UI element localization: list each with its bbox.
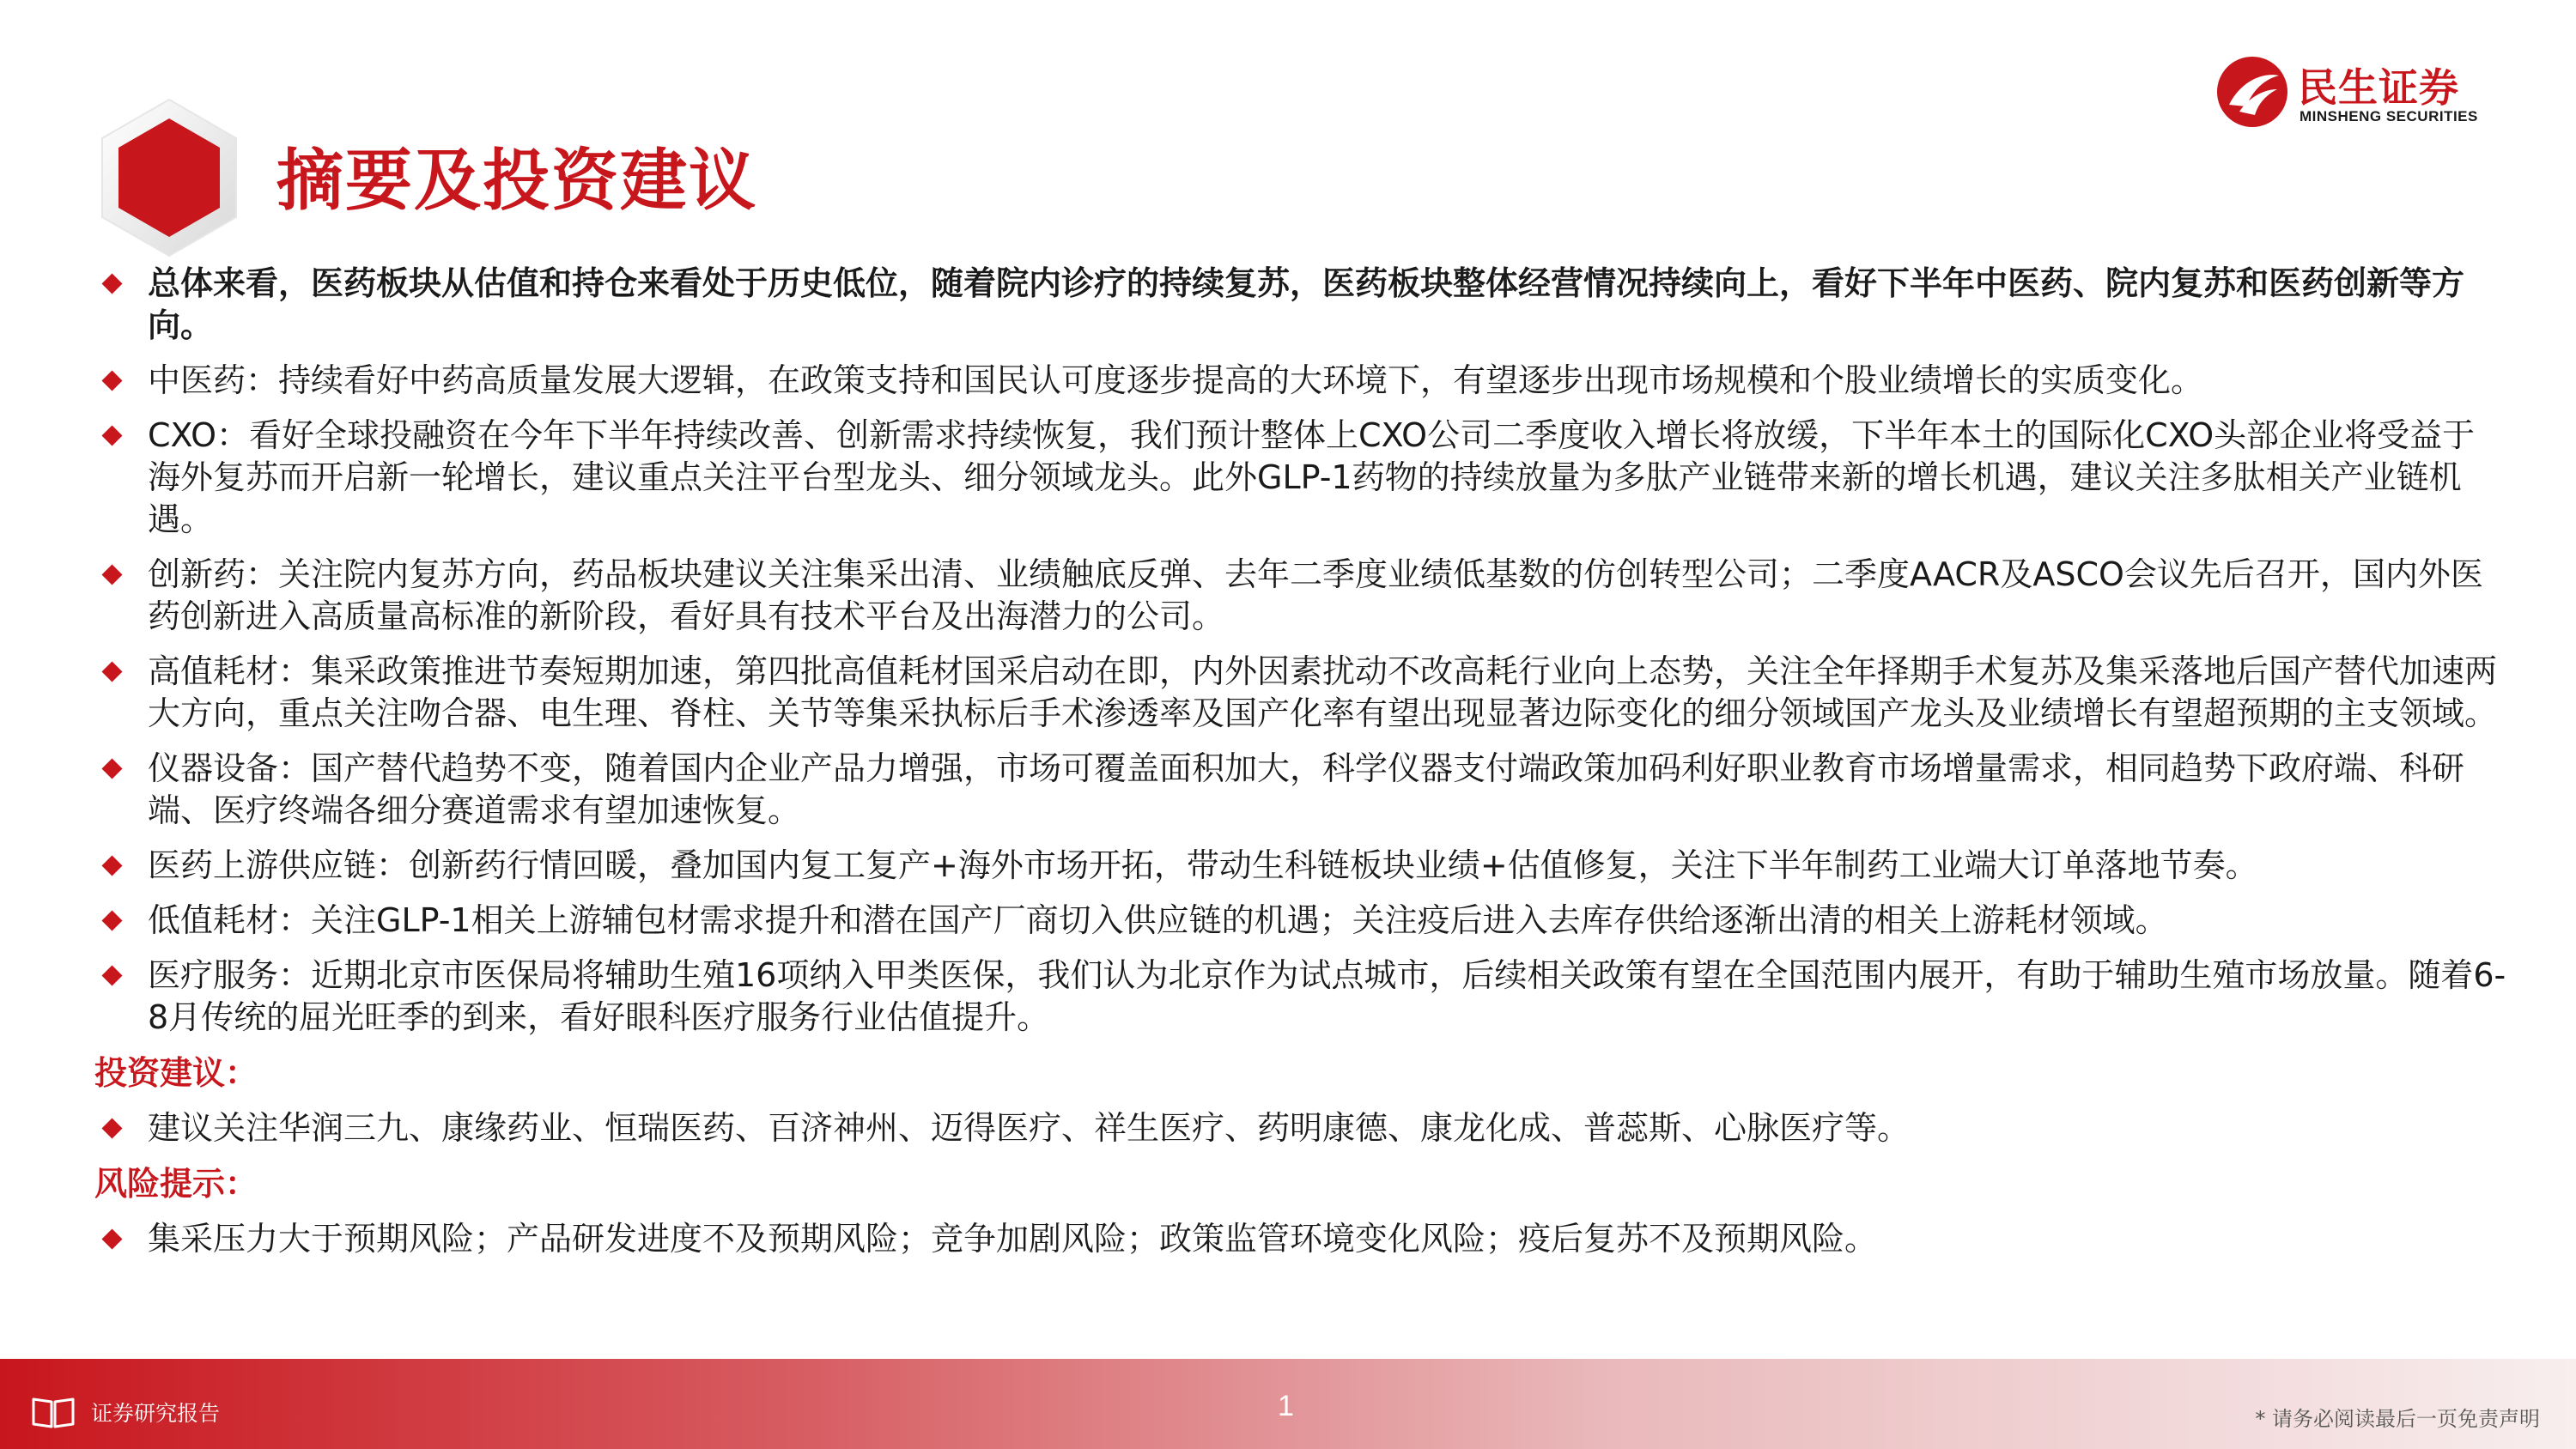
footer-bar [0,1359,2576,1449]
page-title: 摘要及投资建议 [276,142,758,220]
investment-heading: 投资建议： [94,1054,258,1092]
book-icon [31,1395,76,1429]
diamond-bullet-icon [101,661,122,682]
diamond-bullet-icon [101,965,122,985]
diamond-bullet-icon [101,758,122,779]
list-item: 医药上游供应链：创新药行情回暖，叠加国内复工复产+海外市场开拓，带动生科链板块业绩+估值修复，关注下半年制药工业端大订单落地节奏。 [94,845,2507,887]
diamond-bullet-icon [101,1118,122,1138]
diamond-bullet-icon [101,910,122,931]
diamond-bullet-icon [101,425,122,446]
diamond-bullet-icon [101,273,122,294]
brand-name-cn: 民生证券 [2298,64,2459,111]
list-item: 创新药：关注院内复苏方向，药品板块建议关注集采出清、业绩触底反弹、去年二季度业绩低基数的仿创转型公司；二季度AACR及ASCO会议先后召开，国内外医药创新进入高质量高标准的新阶段，看好具有技术平台及出海潜力的公司。 [94,554,2507,638]
page-number: 1 [1278,1390,1294,1422]
list-item: 总体来看，医药板块从估值和持仓来看处于历史低位，随着院内诊疗的持续复苏，医药板块整体经营情况持续向上，看好下半年中医药、院内复苏和医药创新等方向。 [94,263,2507,347]
list-item: 低值耗材：关注GLP-1相关上游辅包材需求提升和潜在国产厂商切入供应链的机遇；关注疫后进入去库存供给逐渐出清的相关上游耗材领域。 [94,900,2507,942]
diamond-bullet-icon [101,370,122,391]
list-item: 高值耗材：集采政策推进节奏短期加速，第四批高值耗材国采启动在即，内外因素扰动不改高耗行业向上态势，关注全年择期手术复苏及集采落地后国产替代加速两大方向，重点关注吻合器、电生理、脊柱、关节等集采执标后手术渗透率及国产化率有望出现显著边际变化的细分领域国产龙头及业绩增长有望超预期的主支领域。 [94,651,2507,735]
list-item: CXO：看好全球投融资在今年下半年持续改善、创新需求持续恢复，我们预计整体上CXO公司二季度收入增长将放缓，下半年本土的国际化CXO头部企业将受益于海外复苏而开启新一轮增长，建议重点关注平台型龙头、细分领域龙头。此外GLP-1药物的持续放量为多肽产业链带来新的增长机遇，建议关注多肽相关产业链机遇。 [94,415,2507,541]
list-item: 仪器设备：国产替代趋势不变，随着国内企业产品力增强，市场可覆盖面积加大，科学仪器支付端政策加码利好职业教育市场增量需求，相同趋势下政府端、科研端、医疗终端各细分赛道需求有望加速恢复。 [94,748,2507,832]
list-item: 医疗服务：近期北京市医保局将辅助生殖16项纳入甲类医保，我们认为北京作为试点城市，后续相关政策有望在全国范围内展开，有助于辅助生殖市场放量。随着6-8月传统的屈光旺季的到来，看好眼科医疗服务行业估值提升。 [94,955,2507,1039]
footer-label: 证券研究报告 [91,1401,221,1426]
content-body [94,263,2507,1273]
brand-logo [2215,52,2499,137]
brand-name-en: MINSHENG SECURITIES [2300,108,2478,124]
hexagon-icon [96,96,242,259]
risk-heading: 风险提示： [94,1165,258,1203]
list-item: 中医药：持续看好中药高质量发展大逻辑，在政策支持和国民认可度逐步提高的大环境下，有望逐步出现市场规模和个股业绩增长的实质变化。 [94,360,2507,402]
disclaimer-text: * 请务必阅读最后一页免责声明 [2255,1407,2540,1431]
diamond-bullet-icon [101,564,122,585]
risk-item: 集采压力大于预期风险；产品研发进度不及预期风险；竞争加剧风险；政策监管环境变化风险；疫后复苏不及预期风险。 [94,1218,2507,1260]
minsheng-logo-icon [2215,55,2289,129]
diamond-bullet-icon [101,855,122,876]
investment-item: 建议关注华润三九、康缘药业、恒瑞医药、百济神州、迈得医疗、祥生医疗、药明康德、康龙化成、普蕊斯、心脉医疗等。 [94,1107,2507,1149]
diamond-bullet-icon [101,1228,122,1249]
